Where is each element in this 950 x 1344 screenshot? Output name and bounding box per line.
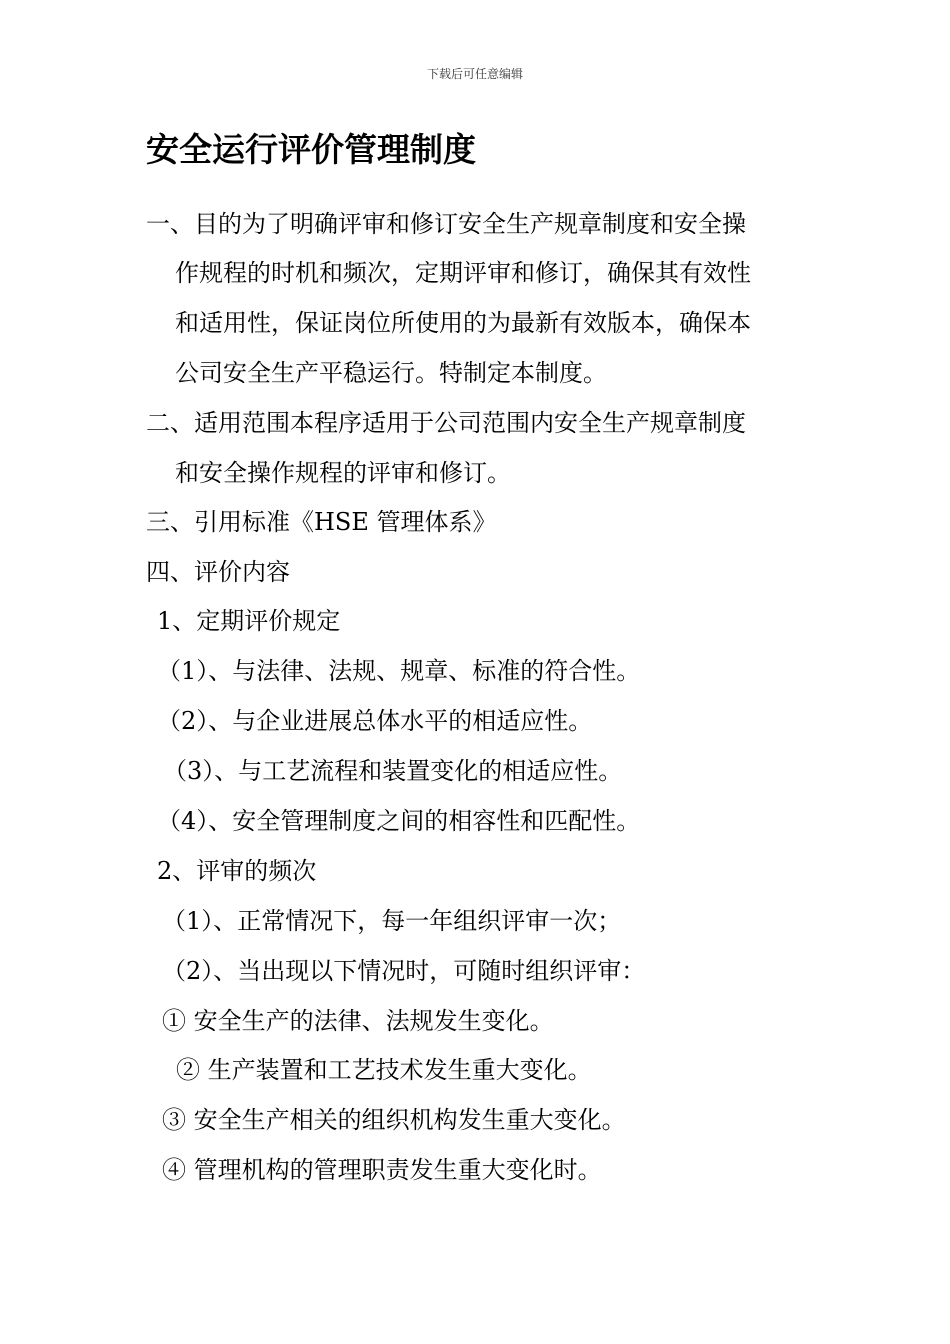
regular-item-2: （2）、与企业进展总体水平的相适应性。 [157,707,593,735]
scope-line-2: 和安全操作规程的评审和修订。 [175,459,511,487]
purpose-line-4: 公司安全生产平稳运行。特制定本制度。 [175,359,607,387]
purpose-line-2: 作规程的时机和频次，定期评审和修订，确保其有效性 [175,259,751,287]
regular-item-1: （1）、与法律、法规、规章、标准的符合性。 [157,657,641,685]
regular-item-4: （4）、安全管理制度之间的相容性和匹配性。 [157,807,641,835]
condition-item-3: ③ 安全生产相关的组织机构发生重大变化。 [162,1106,626,1134]
page-header-note: 下载后可任意编辑 [426,67,523,81]
frequency-item-1: （1）、正常情况下，每一年组织评审一次； [162,907,622,935]
standard-line: 三、引用标准《HSE 管理体系》 [146,508,497,536]
content-heading: 四、评价内容 [146,558,290,586]
regular-review-heading: 1、定期评价规定 [157,607,341,635]
frequency-heading: 2、评审的频次 [157,857,317,885]
document-title: 安全运行评价管理制度 [146,130,476,169]
scope-line-1: 二、适用范围本程序适用于公司范围内安全生产规章制度 [146,409,746,437]
regular-item-3: （3）、与工艺流程和装置变化的相适应性。 [163,757,623,785]
purpose-line-3: 和适用性，保证岗位所使用的为最新有效版本，确保本 [175,309,751,337]
frequency-item-2: （2）、当出现以下情况时，可随时组织评审： [162,957,646,985]
purpose-line-1: 一、目的为了明确评审和修订安全生产规章制度和安全操 [146,210,746,238]
condition-item-2: ② 生产装置和工艺技术发生重大变化。 [176,1056,592,1084]
condition-item-4: ④ 管理机构的管理职责发生重大变化时。 [162,1156,602,1184]
condition-item-1: ① 安全生产的法律、法规发生变化。 [162,1007,554,1035]
